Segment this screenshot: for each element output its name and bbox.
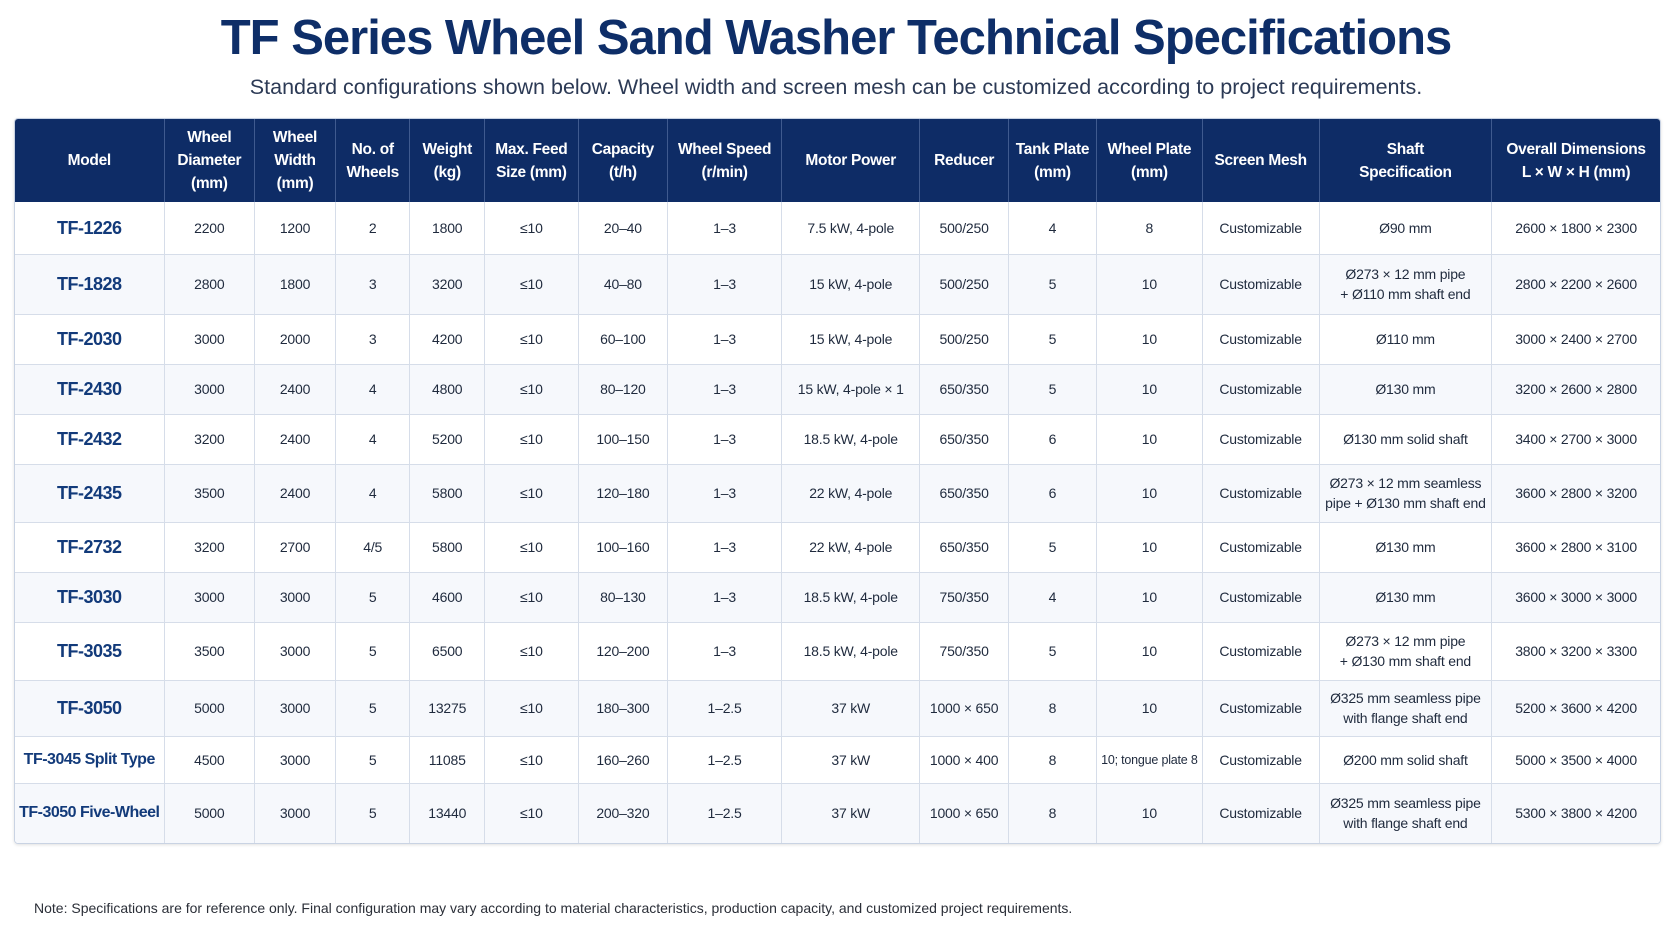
column-header-max-feed-size [484, 119, 578, 202]
cell-shaft-specification [1319, 254, 1491, 314]
cell-overall-dimensions: 5300 × 3800 × 4200 [1492, 783, 1660, 843]
cell-reducer: 750/350 [920, 622, 1008, 680]
cell-wheel-width: 1800 [255, 254, 336, 314]
cell-no-of-wheels: 4 [335, 464, 410, 522]
cell-line: Ø90 mm [1379, 219, 1432, 236]
cell-tank-plate: 6 [1008, 464, 1096, 522]
cell-wheel-speed: 1–3 [668, 364, 782, 414]
cell-wheel-speed: 1–3 [668, 414, 782, 464]
column-header-line: Reducer [934, 152, 995, 169]
cell-reducer: 500/250 [920, 202, 1008, 254]
page-title: TF Series Wheel Sand Washer Technical Specifications [220, 11, 1452, 65]
cell-shaft-specification [1319, 464, 1491, 522]
column-header-line: Overall Dimensions [1506, 140, 1646, 158]
cell-wheel-width: 3000 [255, 572, 336, 622]
cell-shaft-specification [1319, 680, 1491, 736]
cell-motor-power: 7.5 kW, 4-pole [782, 202, 920, 254]
cell-reducer: 1000 × 650 [920, 680, 1008, 736]
cell-line: Ø200 mm solid shaft [1343, 751, 1468, 768]
cell-capacity: 100–150 [578, 414, 667, 464]
cell-weight: 6500 [410, 622, 485, 680]
cell-motor-power: 18.5 kW, 4-pole [782, 622, 920, 680]
cell-motor-power: 22 kW, 4-pole [782, 522, 920, 572]
cell-weight: 3200 [410, 254, 485, 314]
cell-reducer: 1000 × 400 [920, 736, 1008, 783]
cell-no-of-wheels: 4 [335, 364, 410, 414]
cell-wheel-speed: 1–2.5 [668, 736, 782, 783]
column-header-line: Capacity [591, 140, 654, 158]
cell-wheel-plate: 10 [1097, 680, 1202, 736]
cell-overall-dimensions: 5200 × 3600 × 4200 [1492, 680, 1660, 736]
cell-motor-power: 37 kW [782, 680, 920, 736]
cell-tank-plate: 5 [1008, 522, 1096, 572]
cell-motor-power: 37 kW [782, 736, 920, 783]
cell-wheel-diameter: 4500 [164, 736, 255, 783]
cell-overall-dimensions: 5000 × 3500 × 4000 [1492, 736, 1660, 783]
footnote: Note: Specifications are for reference only. Final configuration may vary according to material characteristics, production capacity, and customized project requirements. [34, 900, 1073, 916]
column-header-line: Tank Plate [1015, 140, 1090, 158]
table-row [15, 314, 1660, 364]
cell-tank-plate: 5 [1008, 314, 1096, 364]
cell-model: TF-3030 [15, 572, 164, 622]
cell-line: Ø130 mm [1375, 381, 1436, 397]
cell-capacity: 160–260 [578, 736, 667, 783]
column-header-reducer [920, 119, 1008, 202]
cell-weight: 4600 [410, 572, 485, 622]
cell-no-of-wheels: 5 [335, 783, 410, 843]
cell-overall-dimensions: 3800 × 3200 × 3300 [1492, 622, 1660, 680]
cell-screen-mesh: Customizable [1202, 364, 1319, 414]
cell-reducer: 750/350 [920, 572, 1008, 622]
cell-tank-plate: 4 [1008, 572, 1096, 622]
cell-line: + Ø130 mm shaft end [1339, 653, 1471, 669]
column-header-line: Shaft [1386, 140, 1425, 158]
column-header-wheel-diameter [164, 119, 255, 202]
cell-wheel-speed: 1–3 [668, 314, 782, 364]
cell-no-of-wheels: 5 [335, 622, 410, 680]
cell-tank-plate: 8 [1008, 736, 1096, 783]
cell-motor-power: 15 kW, 4-pole [782, 254, 920, 314]
column-header-line: (t/h) [609, 163, 637, 181]
column-header-line: Wheel Plate [1107, 140, 1192, 158]
cell-motor-power: 15 kW, 4-pole [782, 314, 920, 364]
cell-wheel-width: 3000 [255, 680, 336, 736]
column-header-line: Wheel [272, 129, 318, 146]
cell-capacity: 80–120 [578, 364, 667, 414]
cell-no-of-wheels: 2 [335, 202, 410, 254]
cell-motor-power: 18.5 kW, 4-pole [782, 414, 920, 464]
cell-overall-dimensions: 2800 × 2200 × 2600 [1492, 254, 1660, 314]
column-header-line: (r/min) [701, 163, 748, 181]
column-header-line: Max. Feed [495, 140, 568, 158]
cell-tank-plate: 5 [1008, 364, 1096, 414]
column-header-capacity [578, 119, 667, 202]
cell-reducer: 650/350 [920, 364, 1008, 414]
cell-screen-mesh: Customizable [1202, 572, 1319, 622]
cell-wheel-width: 3000 [255, 622, 336, 680]
cell-no-of-wheels: 5 [335, 736, 410, 783]
cell-line: Ø325 mm seamless pipe [1330, 690, 1481, 706]
cell-line: Ø273 × 12 mm pipe [1345, 633, 1466, 649]
cell-weight: 1800 [410, 202, 485, 254]
cell-overall-dimensions: 3600 × 2800 × 3100 [1492, 522, 1660, 572]
cell-capacity: 200–320 [578, 783, 667, 843]
cell-model: TF-2435 [15, 464, 164, 522]
column-header-line: L × W × H (mm) [1521, 163, 1631, 181]
cell-no-of-wheels: 4/5 [335, 522, 410, 572]
cell-max-feed-size: ≤10 [484, 364, 578, 414]
cell-wheel-diameter: 3000 [164, 314, 255, 364]
column-header-weight [410, 119, 485, 202]
cell-max-feed-size: ≤10 [484, 202, 578, 254]
cell-reducer: 1000 × 650 [920, 783, 1008, 843]
cell-screen-mesh: Customizable [1202, 254, 1319, 314]
cell-model: TF-3045 Split Type [15, 736, 164, 783]
column-header-line: Wheels [346, 163, 399, 181]
cell-wheel-plate: 10 [1097, 622, 1202, 680]
cell-wheel-diameter: 3000 [164, 364, 255, 414]
cell-capacity: 40–80 [578, 254, 667, 314]
cell-wheel-plate: 10 [1097, 572, 1202, 622]
column-header-screen-mesh [1202, 119, 1319, 202]
column-header-wheel-plate [1097, 119, 1202, 202]
cell-reducer: 650/350 [920, 414, 1008, 464]
cell-shaft-specification [1319, 736, 1491, 783]
spec-table-container [14, 118, 1661, 844]
column-header-line: Diameter [177, 152, 242, 169]
cell-line: with flange shaft end [1343, 815, 1468, 832]
cell-wheel-diameter: 5000 [164, 783, 255, 843]
cell-max-feed-size: ≤10 [484, 414, 578, 464]
cell-model: TF-2432 [15, 414, 164, 464]
table-row [15, 202, 1660, 254]
cell-wheel-diameter: 3200 [164, 414, 255, 464]
cell-motor-power: 18.5 kW, 4-pole [782, 572, 920, 622]
cell-screen-mesh: Customizable [1202, 622, 1319, 680]
column-header-model [15, 119, 164, 202]
cell-wheel-diameter: 3200 [164, 522, 255, 572]
cell-line: Ø273 × 12 mm pipe [1345, 266, 1466, 282]
cell-wheel-width: 3000 [255, 736, 336, 783]
table-row [15, 464, 1660, 522]
cell-line: pipe + Ø130 mm shaft end [1325, 495, 1486, 511]
cell-wheel-width: 2400 [255, 364, 336, 414]
cell-capacity: 60–100 [578, 314, 667, 364]
cell-wheel-width: 3000 [255, 783, 336, 843]
cell-model: TF-3050 Five-Wheel [15, 783, 164, 843]
cell-reducer: 650/350 [920, 522, 1008, 572]
cell-screen-mesh: Customizable [1202, 783, 1319, 843]
column-header-shaft-specification [1319, 119, 1491, 202]
cell-shaft-specification [1319, 414, 1491, 464]
cell-model: TF-2030 [15, 314, 164, 364]
cell-shaft-specification [1319, 314, 1491, 364]
cell-wheel-speed: 1–3 [668, 202, 782, 254]
cell-wheel-speed: 1–3 [668, 254, 782, 314]
column-header-line: (mm) [1034, 163, 1071, 181]
cell-weight: 4800 [410, 364, 485, 414]
column-header-line: (mm) [1131, 163, 1168, 181]
cell-wheel-width: 1200 [255, 202, 336, 254]
cell-capacity: 180–300 [578, 680, 667, 736]
cell-wheel-diameter: 2200 [164, 202, 255, 254]
cell-wheel-width: 2700 [255, 522, 336, 572]
table-row [15, 783, 1660, 843]
cell-model: TF-1226 [15, 202, 164, 254]
column-header-line: (mm) [276, 175, 314, 192]
cell-line: Ø110 mm [1375, 331, 1435, 347]
column-header-line: Model [67, 152, 111, 169]
cell-weight: 11085 [410, 736, 485, 783]
cell-model: TF-1828 [15, 254, 164, 314]
cell-wheel-diameter: 3500 [164, 622, 255, 680]
cell-motor-power: 22 kW, 4-pole [782, 464, 920, 522]
cell-capacity: 100–160 [578, 522, 667, 572]
cell-line: Ø130 mm [1375, 589, 1436, 605]
cell-wheel-plate: 10 [1097, 522, 1202, 572]
cell-tank-plate: 5 [1008, 622, 1096, 680]
cell-overall-dimensions: 2600 × 1800 × 2300 [1492, 202, 1660, 254]
cell-overall-dimensions: 3600 × 2800 × 3200 [1492, 464, 1660, 522]
cell-wheel-speed: 1–2.5 [668, 680, 782, 736]
cell-max-feed-size: ≤10 [484, 572, 578, 622]
table-row [15, 622, 1660, 680]
cell-line: Ø130 mm [1375, 539, 1436, 555]
column-header-line: Motor Power [805, 152, 896, 169]
cell-wheel-width: 2400 [255, 464, 336, 522]
table-body [15, 202, 1660, 843]
column-header-no-of-wheels [335, 119, 410, 202]
cell-max-feed-size: ≤10 [484, 254, 578, 314]
cell-shaft-specification [1319, 364, 1491, 414]
table-row [15, 522, 1660, 572]
spec-table [15, 119, 1660, 843]
cell-overall-dimensions: 3000 × 2400 × 2700 [1492, 314, 1660, 364]
column-header-motor-power [782, 119, 920, 202]
cell-line: + Ø110 mm shaft end [1340, 286, 1471, 302]
column-header-line: Width [274, 152, 316, 169]
cell-wheel-width: 2400 [255, 414, 336, 464]
table-row [15, 254, 1660, 314]
cell-capacity: 80–130 [578, 572, 667, 622]
cell-no-of-wheels: 5 [335, 680, 410, 736]
cell-wheel-plate: 10 [1097, 364, 1202, 414]
cell-max-feed-size: ≤10 [484, 622, 578, 680]
column-header-line: Weight [422, 140, 473, 158]
table-row [15, 572, 1660, 622]
cell-wheel-speed: 1–3 [668, 522, 782, 572]
cell-max-feed-size: ≤10 [484, 680, 578, 736]
cell-wheel-diameter: 3500 [164, 464, 255, 522]
cell-max-feed-size: ≤10 [484, 783, 578, 843]
cell-overall-dimensions: 3200 × 2600 × 2800 [1492, 364, 1660, 414]
cell-wheel-speed: 1–3 [668, 572, 782, 622]
column-header-line: Wheel [187, 129, 232, 146]
column-header-tank-plate [1008, 119, 1096, 202]
cell-reducer: 500/250 [920, 254, 1008, 314]
cell-tank-plate: 4 [1008, 202, 1096, 254]
column-header-line: Specification [1359, 163, 1452, 181]
cell-screen-mesh: Customizable [1202, 414, 1319, 464]
cell-no-of-wheels: 3 [335, 314, 410, 364]
cell-model: TF-2430 [15, 364, 164, 414]
cell-wheel-plate: 10 [1097, 314, 1202, 364]
cell-line: Ø325 mm seamless pipe [1330, 795, 1481, 812]
cell-wheel-speed: 1–2.5 [668, 783, 782, 843]
cell-max-feed-size: ≤10 [484, 464, 578, 522]
table-row [15, 680, 1660, 736]
cell-screen-mesh: Customizable [1202, 464, 1319, 522]
cell-wheel-plate: 10; tongue plate 8 [1097, 736, 1202, 783]
cell-max-feed-size: ≤10 [484, 522, 578, 572]
cell-overall-dimensions: 3600 × 3000 × 3000 [1492, 572, 1660, 622]
cell-shaft-specification [1319, 202, 1491, 254]
cell-wheel-plate: 10 [1097, 464, 1202, 522]
cell-wheel-diameter: 5000 [164, 680, 255, 736]
cell-capacity: 20–40 [578, 202, 667, 254]
cell-tank-plate: 6 [1008, 414, 1096, 464]
cell-screen-mesh: Customizable [1202, 522, 1319, 572]
cell-screen-mesh: Customizable [1202, 314, 1319, 364]
cell-line: Ø273 × 12 mm seamless [1329, 475, 1482, 491]
column-header-line: (kg) [433, 163, 461, 181]
cell-weight: 5200 [410, 414, 485, 464]
cell-no-of-wheels: 3 [335, 254, 410, 314]
cell-motor-power: 37 kW [782, 783, 920, 843]
cell-shaft-specification [1319, 783, 1491, 843]
cell-no-of-wheels: 5 [335, 572, 410, 622]
page-subtitle: Standard configurations shown below. Wheel width and screen mesh can be customized according to project requirements. [249, 75, 1423, 99]
cell-wheel-diameter: 3000 [164, 572, 255, 622]
cell-wheel-diameter: 2800 [164, 254, 255, 314]
table-row [15, 736, 1660, 783]
cell-model: TF-3050 [15, 680, 164, 736]
column-header-line: Wheel Speed [677, 140, 772, 158]
cell-line: Ø130 mm solid shaft [1343, 431, 1468, 447]
cell-max-feed-size: ≤10 [484, 736, 578, 783]
cell-wheel-plate: 10 [1097, 254, 1202, 314]
cell-motor-power: 15 kW, 4-pole × 1 [782, 364, 920, 414]
cell-wheel-speed: 1–3 [668, 622, 782, 680]
cell-reducer: 500/250 [920, 314, 1008, 364]
cell-shaft-specification [1319, 622, 1491, 680]
table-row [15, 364, 1660, 414]
cell-reducer: 650/350 [920, 464, 1008, 522]
column-header-line: No. of [351, 140, 394, 158]
column-header-wheel-speed [668, 119, 782, 202]
cell-screen-mesh: Customizable [1202, 736, 1319, 783]
cell-screen-mesh: Customizable [1202, 202, 1319, 254]
cell-model: TF-3035 [15, 622, 164, 680]
cell-wheel-plate: 10 [1097, 414, 1202, 464]
column-header-wheel-width [255, 119, 336, 202]
column-header-line: Size (mm) [496, 163, 567, 181]
cell-weight: 13275 [410, 680, 485, 736]
cell-wheel-width: 2000 [255, 314, 336, 364]
column-header-line: (mm) [190, 175, 228, 192]
cell-weight: 5800 [410, 522, 485, 572]
column-header-line: Screen Mesh [1214, 152, 1307, 169]
column-header-overall-dimensions [1492, 119, 1660, 202]
cell-screen-mesh: Customizable [1202, 680, 1319, 736]
cell-overall-dimensions: 3400 × 2700 × 3000 [1492, 414, 1660, 464]
table-header-row [15, 119, 1660, 202]
cell-model: TF-2732 [15, 522, 164, 572]
cell-shaft-specification [1319, 522, 1491, 572]
cell-tank-plate: 8 [1008, 680, 1096, 736]
cell-no-of-wheels: 4 [335, 414, 410, 464]
cell-line: with flange shaft end [1343, 710, 1468, 726]
cell-capacity: 120–200 [578, 622, 667, 680]
cell-wheel-speed: 1–3 [668, 464, 782, 522]
cell-tank-plate: 5 [1008, 254, 1096, 314]
table-row [15, 414, 1660, 464]
cell-weight: 5800 [410, 464, 485, 522]
cell-tank-plate: 8 [1008, 783, 1096, 843]
cell-wheel-plate: 8 [1097, 202, 1202, 254]
cell-weight: 4200 [410, 314, 485, 364]
cell-max-feed-size: ≤10 [484, 314, 578, 364]
cell-shaft-specification [1319, 572, 1491, 622]
cell-wheel-plate: 10 [1097, 783, 1202, 843]
cell-capacity: 120–180 [578, 464, 667, 522]
cell-weight: 13440 [410, 783, 485, 843]
